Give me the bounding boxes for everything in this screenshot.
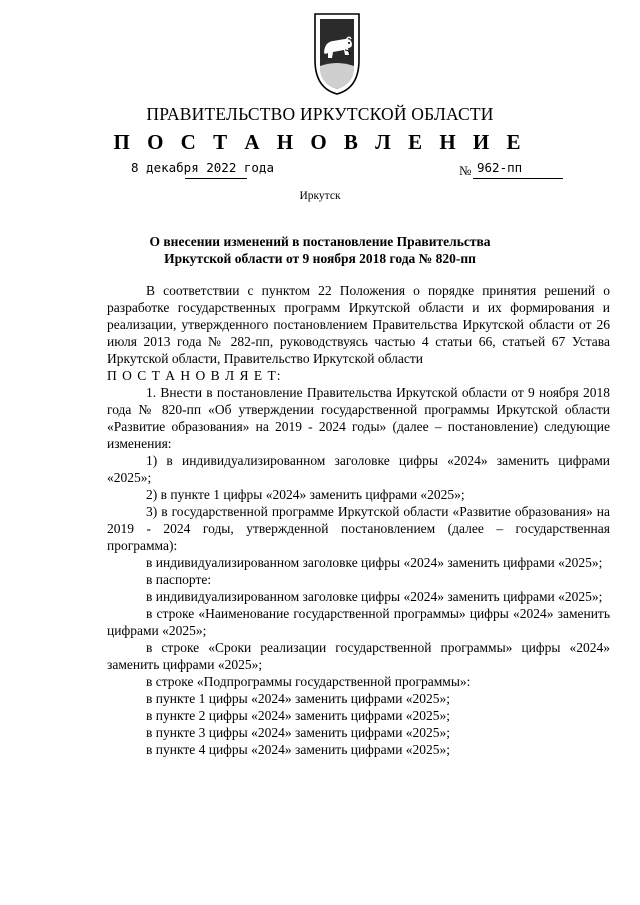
paragraph-13: в пункте 3 цифры «2024» заменить цифрами «2025»;: [146, 725, 451, 740]
paragraph-3: 2) в пункте 1 цифры «2024» заменить цифрами «2025»;: [146, 487, 465, 502]
city: Иркутск: [299, 190, 341, 202]
paragraph-4: 3) в государственной программе Иркутской области «Развитие образования» на 2019 - 2024 годы, утвержденной постановлением (далее – государственная программа):: [107, 504, 610, 553]
paragraph-6: в паспорте:: [146, 572, 212, 587]
number-underline: [473, 178, 563, 179]
title-line-1: О внесении изменений в постановление Правительства: [149, 234, 491, 249]
paragraph-9: в строке «Сроки реализации государственной программы» цифры «2024» заменить цифрами «2025»;: [107, 640, 610, 672]
document-body: [107, 282, 610, 758]
document-number: 962-пп: [477, 160, 523, 175]
paragraph-12: в пункте 2 цифры «2024» заменить цифрами «2025»;: [146, 708, 451, 723]
paragraph-8: в строке «Наименование государственной программы» цифры «2024» заменить цифрами «2025»;: [107, 606, 610, 638]
document-date: 8 декабря 2022 года: [131, 160, 274, 175]
paragraph-11: в пункте 1 цифры «2024» заменить цифрами «2025»;: [146, 691, 451, 706]
paragraph-14: в пункте 4 цифры «2024» заменить цифрами «2025»;: [146, 742, 451, 757]
date-underline: [185, 178, 247, 179]
document-title: [0, 233, 640, 267]
paragraph-7: в индивидуализированном заголовке цифры «2024» заменить цифрами «2025»;: [146, 589, 603, 604]
document-type: П О С Т А Н О В Л Е Н И Е: [113, 130, 527, 154]
preamble: В соответствии с пунктом 22 Положения о порядке принятия решений о разработке государственных программ Иркутской области и их формирования и реализации, утвержденного постановлением Правительства Иркутской области от 26 июля 2013 года № 282-пп, руководствуясь частью 4 статьи 66, статьей 67 Устава Иркутской области, Правительство Иркутской области: [107, 283, 610, 366]
number-sign: №: [459, 163, 472, 178]
government-name: ПРАВИТЕЛЬСТВО ИРКУТСКОЙ ОБЛАСТИ: [146, 104, 494, 124]
paragraph-2: 1) в индивидуализированном заголовке цифры «2024» заменить цифрами «2025»;: [107, 453, 610, 485]
paragraph-5: в индивидуализированном заголовке цифры «2024» заменить цифрами «2025»;: [146, 555, 603, 570]
decrees-heading: П О С Т А Н О В Л Я Е Т:: [107, 368, 282, 383]
title-line-2: Иркутской области от 9 ноября 2018 года № 820-пп: [164, 251, 476, 266]
paragraph-10: в строке «Подпрограммы государственной программы»:: [146, 674, 471, 689]
paragraph-1: 1. Внести в постановление Правительства Иркутской области от 9 ноября 2018 года № 820-пп «Об утверждении государственной программы Иркутской области «Развитие образования» на 2019 - 2024 годы» (далее – постановление) следующие изменения:: [107, 385, 610, 451]
irkutsk-coat-of-arms-icon: [311, 8, 363, 96]
